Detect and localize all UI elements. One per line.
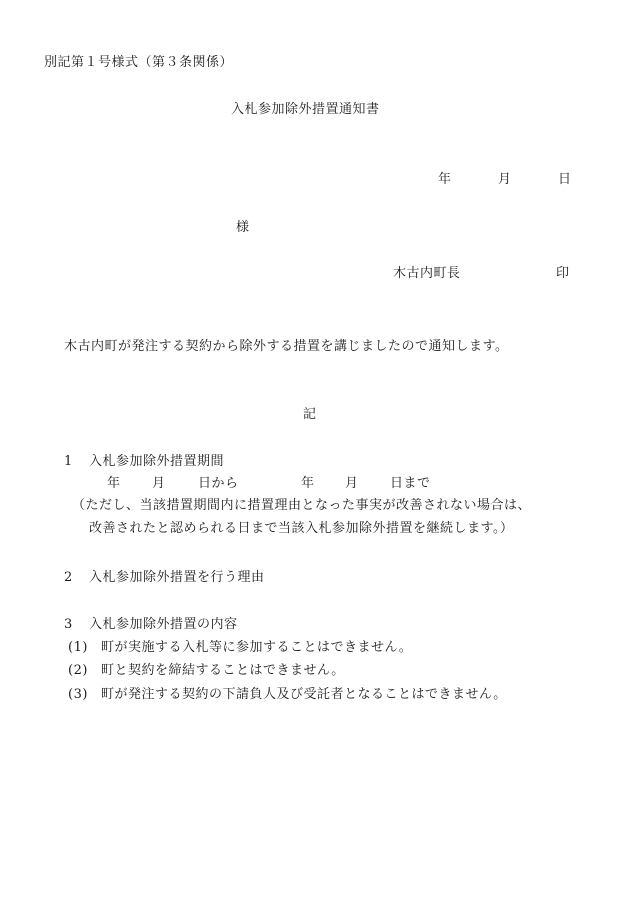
sub-item-3-number: (3) [68,687,88,702]
item-2-number: 2 [64,570,73,585]
date-month-label: 月 [498,172,512,187]
addressee-suffix: 様 [236,220,250,235]
document-title: 入札参加除外措置通知書 [231,102,380,117]
period-start-month: 月 [152,476,166,491]
sub-item-1-number: (1) [68,640,88,655]
period-end-day: 日まで [390,476,431,491]
item-1-note-line-2: 改善されたと認められる日まで当該入札参加除外措置を継続します。） [89,521,514,536]
form-label: 別記第１号様式（第３条関係） [44,55,234,70]
seal-mark: 印 [556,266,570,281]
item-3-heading: 入札参加除外措置の内容 [89,617,238,632]
sub-item-2-number: (2) [68,663,88,678]
period-start-year: 年 [107,476,121,491]
sub-item-2-text: 町と契約を締結することはできません。 [101,663,345,678]
body-text: 木古内町が発注する契約から除外する措置を講じましたので通知します。 [64,339,509,354]
sub-item-1-text: 町が実施する入札等に参加することはできません。 [101,640,413,655]
date-day-label: 日 [558,172,572,187]
item-3-number: 3 [64,617,73,632]
sub-item-3-text: 町が発注する契約の下請負人及び受託者となることはできません。 [101,687,507,702]
period-end-month: 月 [345,476,359,491]
date-year-label: 年 [438,172,452,187]
item-1-note-line-1: （ただし、当該措置期間内に措置理由となった事実が改善されない場合は、 [72,498,532,513]
sender-name: 木古内町長 [393,266,461,281]
period-end-year: 年 [301,476,315,491]
item-1-number: 1 [64,454,73,469]
period-start-day: 日から [198,476,239,491]
item-2-heading: 入札参加除外措置を行う理由 [89,570,265,585]
item-1-heading: 入札参加除外措置期間 [89,454,225,469]
ki-heading: 記 [303,407,317,422]
